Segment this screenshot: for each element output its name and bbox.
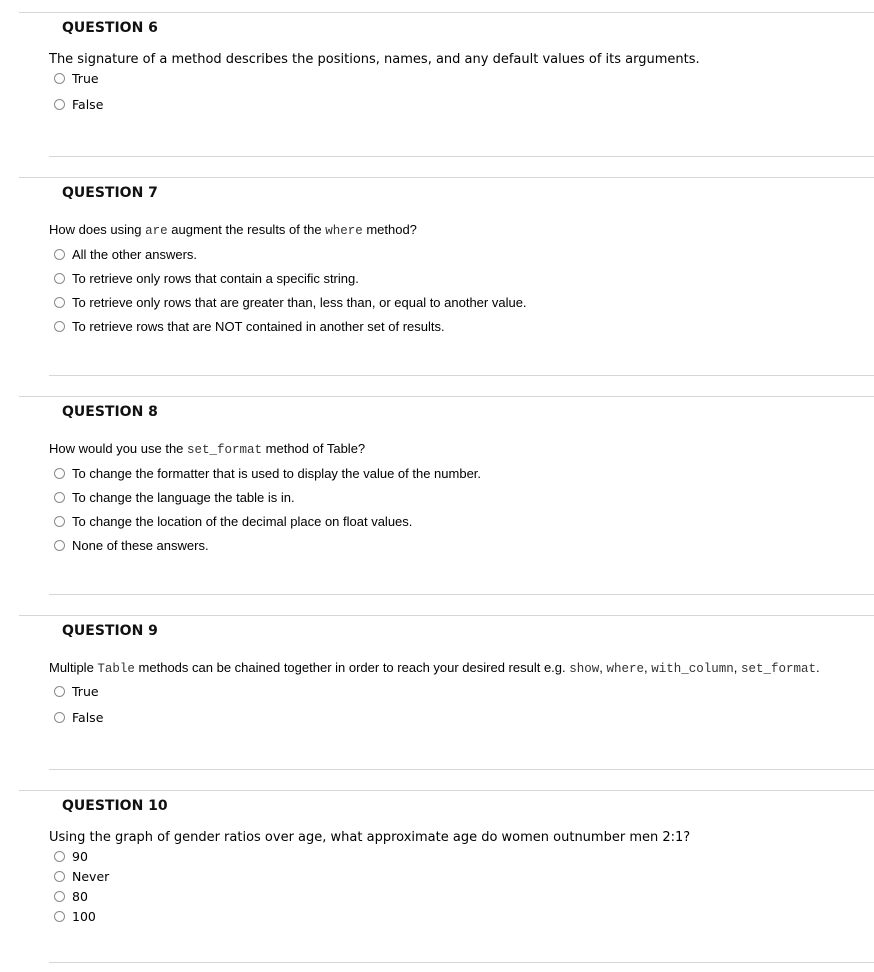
radio-button[interactable] xyxy=(54,73,65,84)
radio-button[interactable] xyxy=(54,297,65,308)
question-8-prompt xyxy=(49,441,365,457)
radio-button[interactable] xyxy=(54,249,65,260)
divider xyxy=(49,156,874,157)
divider xyxy=(49,962,874,963)
question-7-option-2[interactable] xyxy=(54,271,359,286)
option-label: To retrieve only rows that contain a specific string. xyxy=(72,271,359,286)
option-label: To change the language the table is in. xyxy=(72,490,295,505)
divider xyxy=(19,177,874,178)
question-8-option-3[interactable] xyxy=(54,514,412,529)
radio-button[interactable] xyxy=(54,891,65,902)
prompt-text: , xyxy=(599,660,607,675)
option-label: False xyxy=(72,710,104,725)
question-10-option-4[interactable] xyxy=(54,909,96,924)
question-10-option-3[interactable] xyxy=(54,889,88,904)
radio-button[interactable] xyxy=(54,540,65,551)
question-7-option-1[interactable] xyxy=(54,247,197,262)
radio-button[interactable] xyxy=(54,686,65,697)
question-7-option-4[interactable] xyxy=(54,319,445,334)
question-10-title: QUESTION 10 xyxy=(62,798,168,814)
question-7-title: QUESTION 7 xyxy=(62,185,158,201)
code-are: are xyxy=(145,224,168,238)
option-label: To change the location of the decimal place on float values. xyxy=(72,514,413,529)
question-6-prompt: The signature of a method describes the positions, names, and any default values of its arguments. xyxy=(49,52,700,67)
prompt-text: method? xyxy=(362,222,417,237)
question-7-option-3[interactable] xyxy=(54,295,527,310)
question-8-title: QUESTION 8 xyxy=(62,404,158,420)
code-set-format: set_format xyxy=(741,662,817,676)
radio-button[interactable] xyxy=(54,273,65,284)
radio-button[interactable] xyxy=(54,851,65,862)
question-8-option-4[interactable] xyxy=(54,538,209,553)
option-label: 80 xyxy=(72,889,88,904)
prompt-text: Multiple xyxy=(49,660,98,675)
prompt-text: How does using xyxy=(49,222,146,237)
question-6-option-false[interactable] xyxy=(54,97,103,112)
code-show: show xyxy=(569,662,600,676)
divider xyxy=(49,769,874,770)
option-label: Never xyxy=(72,869,110,884)
divider xyxy=(19,615,874,616)
option-label: To retrieve only rows that are greater than, less than, or equal to another value. xyxy=(72,295,527,310)
radio-button[interactable] xyxy=(54,321,65,332)
divider xyxy=(19,790,874,791)
prompt-text: , xyxy=(733,660,742,675)
prompt-text: , xyxy=(644,660,652,675)
question-7-prompt xyxy=(49,222,417,238)
radio-button[interactable] xyxy=(54,516,65,527)
option-label: 100 xyxy=(72,909,96,924)
radio-button[interactable] xyxy=(54,871,65,882)
option-label: To change the formatter that is used to display the value of the number. xyxy=(72,466,482,481)
question-9-option-false[interactable] xyxy=(54,710,103,725)
divider xyxy=(49,594,874,595)
radio-button[interactable] xyxy=(54,492,65,503)
code-where: where xyxy=(325,224,363,238)
question-6-option-true[interactable] xyxy=(54,71,99,86)
question-9-title: QUESTION 9 xyxy=(62,623,158,639)
option-label: All the other answers. xyxy=(72,247,198,262)
question-9-prompt xyxy=(49,660,820,676)
prompt-text: methods can be chained together in order to reach your desired result e.g. xyxy=(134,660,570,675)
radio-button[interactable] xyxy=(54,712,65,723)
code-where: where xyxy=(606,662,645,676)
question-10-option-2[interactable] xyxy=(54,869,109,884)
question-9-option-true[interactable] xyxy=(54,684,99,699)
question-8-option-1[interactable] xyxy=(54,466,481,481)
question-6-title: QUESTION 6 xyxy=(62,20,158,36)
radio-button[interactable] xyxy=(54,911,65,922)
option-label: 90 xyxy=(72,849,88,864)
option-label: False xyxy=(72,97,104,112)
radio-button[interactable] xyxy=(54,468,65,479)
prompt-text: method of Table? xyxy=(262,441,366,456)
option-label: None of these answers. xyxy=(72,538,209,553)
code-table: Table xyxy=(97,662,135,676)
divider xyxy=(49,375,874,376)
option-label: True xyxy=(72,684,99,699)
option-label: To retrieve rows that are NOT contained in another set of results. xyxy=(72,319,445,334)
divider xyxy=(19,12,874,13)
prompt-text: augment the results of the xyxy=(167,222,326,237)
divider xyxy=(19,396,874,397)
code-with-column: with_column xyxy=(651,662,734,676)
option-label: True xyxy=(72,71,99,86)
question-10-option-1[interactable] xyxy=(54,849,88,864)
prompt-text: . xyxy=(816,660,820,675)
radio-button[interactable] xyxy=(54,99,65,110)
question-10-prompt: Using the graph of gender ratios over age, what approximate age do women outnumber men 2:1? xyxy=(49,830,691,845)
question-8-option-2[interactable] xyxy=(54,490,295,505)
code-set-format: set_format xyxy=(187,443,263,457)
prompt-text: How would you use the xyxy=(49,441,188,456)
